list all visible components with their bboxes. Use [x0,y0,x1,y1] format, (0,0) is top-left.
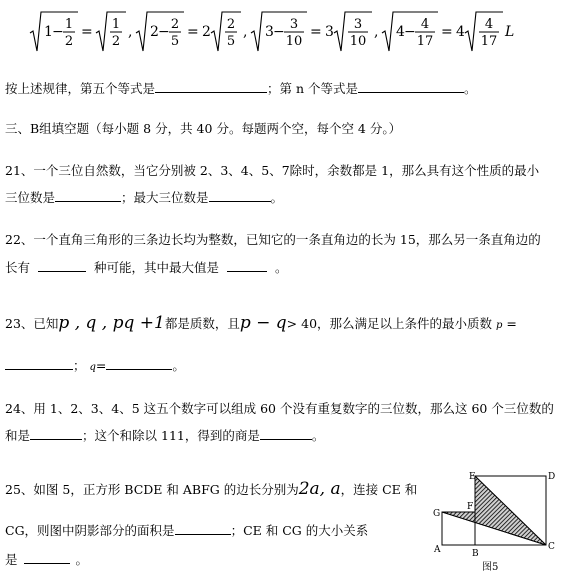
minus-sign: − [52,24,64,40]
formula [0,0,583,62]
q22-blank-count[interactable] [38,259,86,272]
minus-sign: − [273,24,285,40]
pattern-question [5,80,477,97]
q25-blank-relation[interactable] [24,551,70,564]
q21-blank-max[interactable] [209,189,271,202]
q25-blank-area[interactable] [175,522,231,535]
q24-line2 [5,427,324,444]
q24-text-b: ；这个和除以 111，得到的商是 [82,428,260,443]
label-g: G [433,509,441,519]
pattern-text-a: 按上述规律，第五个等式是 [5,81,156,96]
fraction-denominator: 10 [349,34,367,49]
q23-blank-p[interactable] [5,357,73,370]
minus-sign: − [158,24,170,40]
q22-line1: 22、一个直角三角形的三条边长均为整数，已知它的一条直角边的长为 15，那么另一条直角边的 [5,232,541,247]
radicand-whole: 2 [150,24,159,40]
q23-text-b: 都是质数，且 [164,316,240,331]
fraction-numerator: 4 [420,17,430,32]
q23-text-a: 23、已知 [5,316,59,331]
formula-separator: = [81,24,93,40]
label-f: F [467,502,474,512]
fraction-denominator: 2 [64,34,74,49]
formula-separator: , [243,24,248,40]
q22-blank-max[interactable] [227,259,267,272]
q21-text-c: 。 [270,190,284,205]
q24-line1: 24、用 1、2、3、4、5 这五个数字可以组成 60 个没有重复数字的三位数，那么这 60 个三位数的 [5,401,554,416]
fraction-denominator: 5 [170,34,180,49]
q24-text-a: 和是 [5,428,31,443]
q23-var-p: p [496,320,503,331]
label-a: A [434,545,441,555]
formula-separator: , [128,24,133,40]
q23-eq: = [506,316,517,331]
q25-text-e: 是 [5,552,18,567]
formula-coef: 2 [202,24,211,40]
formula-coef: 4 [456,24,465,40]
fraction-numerator: 2 [226,17,236,32]
q24-text-c: 。 [311,428,325,443]
q23-text-c: > 40，那么满足以上条件的最小质数 [286,316,493,331]
q25-expr: 2a, a [298,479,341,499]
pattern-text-c: 。 [464,81,477,96]
q23-text-semicolon: ； [73,358,86,373]
q25-line2 [5,522,368,539]
fraction-denominator: 17 [416,34,434,49]
formula-separator: , [374,24,379,40]
fraction-denominator: 17 [480,34,498,49]
figure-caption: 图5 [482,562,499,573]
q25-text-a: 25、如图 5，正方形 BCDE 和 ABFG 的边长分别为 [5,482,299,497]
fraction-numerator: 3 [289,17,299,32]
section-heading: 三、B组填空题（每小题 8 分，共 40 分。每题两个空，每个空 4 分。） [5,121,402,136]
label-d: D [548,472,556,482]
figure-5 [428,468,578,576]
q23-line2 [5,357,185,376]
q21-blank-min[interactable] [55,189,121,202]
radicand-whole: 4 [396,24,405,40]
q21-text-b: ；最大三位数是 [121,190,209,205]
fraction-numerator: 1 [111,17,121,32]
pattern-text-b: ；第 n 个等式是 [267,81,359,96]
q22-text-c: 。 [275,260,288,275]
q23-expr2: p − q [239,313,287,333]
formula-separator: = [441,24,453,40]
q22-text-b: 种可能，其中最大值是 [94,260,220,275]
formula-separator: = [310,24,322,40]
fraction-numerator: 3 [353,17,363,32]
q25-text-d: ；CE 和 CG 的大小关系 [230,523,369,538]
formula-trailing: L [505,24,515,40]
q25-line1 [5,481,417,498]
fraction-numerator: 2 [170,17,180,32]
q21-text-a: 三位数是 [5,190,56,205]
answer-blank-nth[interactable] [358,80,464,93]
q21-line2 [5,189,283,206]
radicand-whole: 3 [265,24,274,40]
q23-expr1: p , q , pq +1 [58,313,165,333]
formula-coef: 3 [325,24,334,40]
q23-text-eq2: = [95,358,107,373]
q23-line1 [5,315,517,334]
q23-text-end: 。 [172,358,185,373]
fraction-numerator: 4 [484,17,494,32]
answer-blank-5th[interactable] [155,80,267,93]
formula-separator: = [187,24,199,40]
q24-blank-quotient[interactable] [260,427,312,440]
label-e: E [469,472,476,482]
q22-text-a: 长有 [5,260,31,275]
q24-blank-sum[interactable] [30,427,82,440]
fraction-denominator: 10 [285,34,303,49]
q25-line3 [5,551,88,568]
q23-blank-q[interactable] [106,357,172,370]
label-b: B [472,549,479,559]
fraction-denominator: 2 [111,34,121,49]
fraction-numerator: 1 [64,17,74,32]
q25-text-f: 。 [75,552,89,567]
q21-line1: 21、一个三位自然数，当它分别被 2、3、4、5、7除时，余数都是 1，那么具有这个性质的最小 [5,163,540,178]
label-c: C [548,542,555,552]
q23-var-q: q [89,362,96,373]
fraction-denominator: 5 [226,34,236,49]
radicand-whole: 1 [44,24,53,40]
minus-sign: − [404,24,416,40]
shaded-region [442,476,546,545]
q25-text-c: CG，则图中阴影部分的面积是 [5,523,175,538]
q22-line2 [5,259,288,276]
q25-text-b: ，连接 CE 和 [340,482,418,497]
